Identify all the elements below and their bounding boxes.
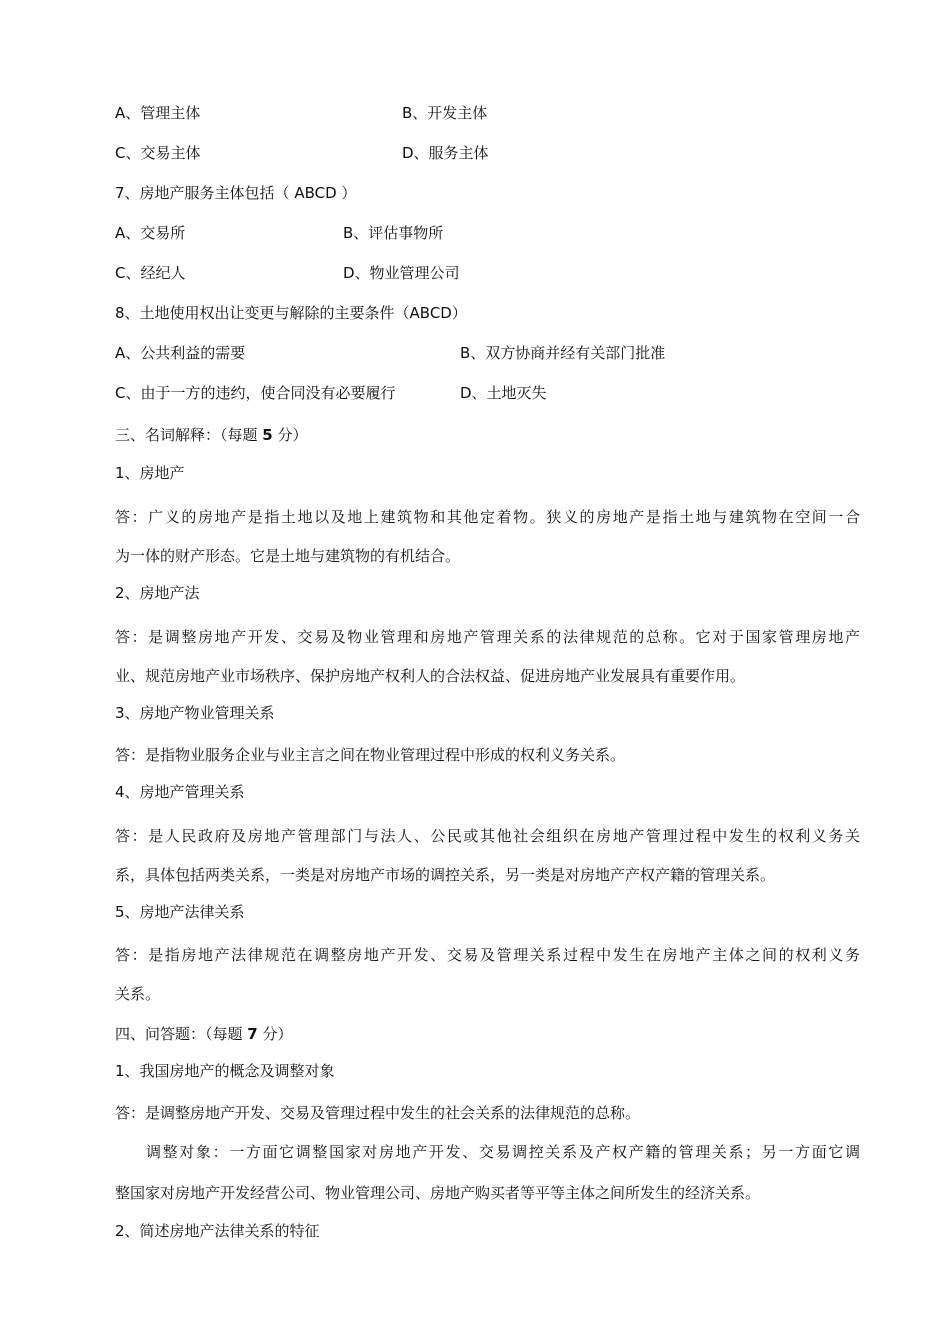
section3-title bbox=[115, 425, 308, 445]
answer-1-line-2: 为一体的财产形态。它是土地与建筑物的有机结合。 bbox=[115, 547, 461, 565]
section4-title-score: 7 bbox=[247, 1025, 258, 1043]
q8-option-b: B、双方协商并经有关部门批准 bbox=[460, 344, 666, 362]
qa-1-question: 1、我国房地产的概念及调整对象 bbox=[115, 1062, 335, 1080]
qa-2-question: 2、简述房地产法律关系的特征 bbox=[115, 1222, 320, 1240]
q6-option-a: A、管理主体 bbox=[115, 104, 201, 122]
section4-title bbox=[115, 1024, 293, 1044]
answer-2-line-1: 答：是调整房地产开发、交易及物业管理和房地产管理关系的法律规范的总称。它对于国家管理房地产 bbox=[115, 628, 860, 646]
term-3: 3、房地产物业管理关系 bbox=[115, 704, 275, 722]
section3-title-score: 5 bbox=[262, 426, 273, 444]
answer-3-line-1: 答：是指物业服务企业与业主言之间在物业管理过程中形成的权利义务关系。 bbox=[115, 746, 626, 764]
q8-option-c: C、由于一方的违约，使合同没有必要履行 bbox=[115, 384, 396, 402]
q7-question: 7、房地产服务主体包括（ ABCD ） bbox=[115, 184, 357, 202]
q8-option-d: D、土地灭失 bbox=[460, 384, 547, 402]
term-4: 4、房地产管理关系 bbox=[115, 783, 245, 801]
q6-option-c: C、交易主体 bbox=[115, 144, 201, 162]
section3-title-prefix: 三、名词解释：（每题 bbox=[115, 426, 263, 444]
section4-title-suffix: 分） bbox=[257, 1025, 293, 1043]
section4-title-prefix: 四、问答题：（每题 bbox=[115, 1025, 248, 1043]
term-1: 1、房地产 bbox=[115, 464, 185, 482]
term-2: 2、房地产法 bbox=[115, 584, 200, 602]
q7-option-b: B、评估事物所 bbox=[343, 224, 444, 242]
q8-option-a: A、公共利益的需要 bbox=[115, 344, 246, 362]
q6-option-b: B、开发主体 bbox=[402, 104, 488, 122]
qa-1-adjust-line-1: 调整对象：一方面它调整国家对房地产开发、交易调控关系及产权产籍的管理关系；另一方面它调 bbox=[146, 1143, 860, 1161]
qa-1-adjust-line-2: 整国家对房地产开发经营公司、物业管理公司、房地产购买者等平等主体之间所发生的经济关系。 bbox=[115, 1184, 761, 1202]
answer-5-line-1: 答：是指房地产法律规范在调整房地产开发、交易及管理关系过程中发生在房地产主体之间的权利义务 bbox=[115, 946, 860, 964]
answer-4-line-1: 答：是人民政府及房地产管理部门与法人、公民或其他社会组织在房地产管理过程中发生的权利义务关 bbox=[115, 827, 860, 845]
term-5: 5、房地产法律关系 bbox=[115, 903, 245, 921]
q8-question: 8、土地使用权出让变更与解除的主要条件（ABCD） bbox=[115, 304, 467, 322]
section3-title-suffix: 分） bbox=[272, 426, 308, 444]
q7-option-d: D、物业管理公司 bbox=[343, 264, 460, 282]
q7-option-c: C、经纪人 bbox=[115, 264, 186, 282]
answer-1-line-1: 答：广义的房地产是指土地以及地上建筑物和其他定着物。狭义的房地产是指土地与建筑物在空间一合 bbox=[115, 508, 860, 526]
answer-2-line-2: 业、规范房地产业市场秩序、保护房地产权利人的合法权益、促进房地产业发展具有重要作用。 bbox=[115, 667, 746, 685]
q6-option-d: D、服务主体 bbox=[402, 144, 489, 162]
q7-option-a: A、交易所 bbox=[115, 224, 186, 242]
answer-5-line-2: 关系。 bbox=[115, 985, 161, 1003]
answer-4-line-2: 系，具体包括两类关系，一类是对房地产市场的调控关系，另一类是对房地产产权产籍的管理关系。 bbox=[115, 866, 776, 884]
qa-1-answer: 答：是调整房地产开发、交易及管理过程中发生的社会关系的法律规范的总称。 bbox=[115, 1104, 641, 1122]
